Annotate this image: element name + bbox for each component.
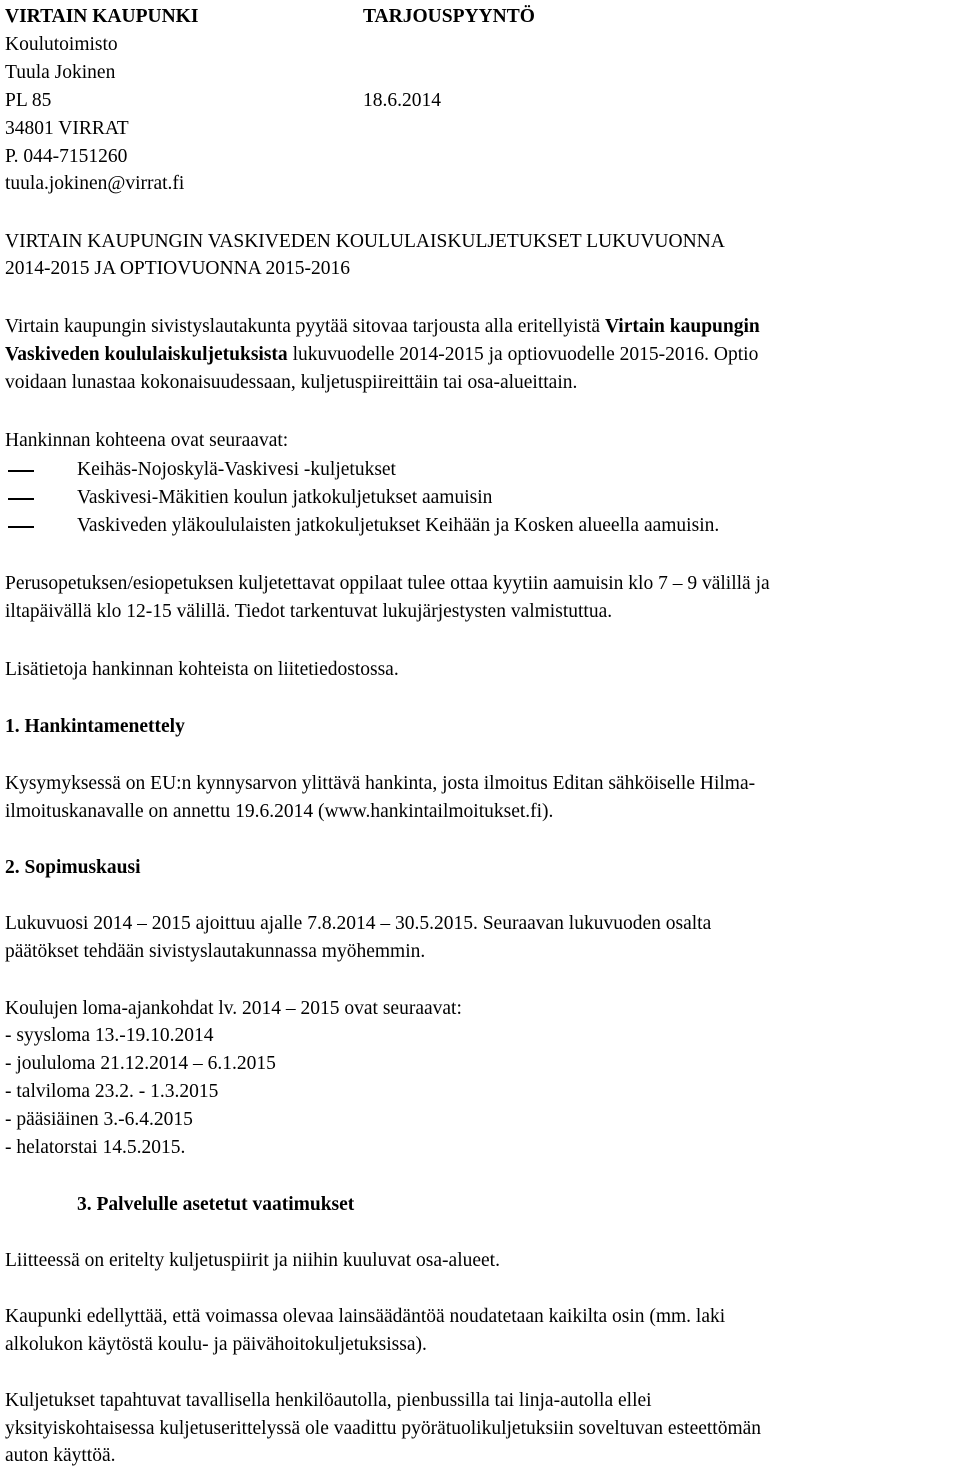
intro-emphasis: Virtain kaupungin	[604, 316, 760, 337]
list-item: - talviloma 23.2. - 1.3.2015	[5, 1081, 219, 1102]
document-date: 18.6.2014	[363, 90, 441, 111]
section-3-para-3-line-3: auton käyttöä.	[5, 1445, 116, 1466]
email-address[interactable]: tuula.jokinen@virrat.fi	[5, 173, 185, 194]
section-2-heading: 2. Sopimuskausi	[5, 857, 141, 878]
holidays-lead: Koulujen loma-ajankohdat lv. 2014 – 2015 ovat seuraavat:	[5, 998, 462, 1019]
list-item: - syysloma 13.-19.10.2014	[5, 1025, 214, 1046]
postal-address: 34801 VIRRAT	[5, 118, 129, 139]
contact-person: Tuula Jokinen	[5, 62, 116, 83]
org-name: VIRTAIN KAUPUNKI	[5, 6, 199, 27]
section-3-heading: 3. Palvelulle asetetut vaatimukset	[77, 1194, 355, 1215]
document-type: TARJOUSPYYNTÖ	[363, 6, 535, 27]
po-box: PL 85	[5, 90, 52, 111]
intro-line-3: voidaan lunastaa kokonaisuudessaan, kuljetuspiireittäin tai osa-alueittain.	[5, 372, 578, 393]
intro-emphasis-2: Vaskiveden koululaiskuljetuksista	[5, 344, 288, 365]
list-item: Vaskivesi-Mäkitien koulun jatkokuljetukset aamuisin	[77, 487, 493, 508]
intro-line-1	[5, 313, 760, 341]
intro-text: Virtain kaupungin sivistyslautakunta pyytää sitovaa tarjousta alla eritellyistä	[5, 316, 605, 337]
more-info: Lisätietoja hankinnan kohteista on liitetiedostossa.	[5, 659, 399, 680]
dash-bullet-icon	[8, 498, 34, 500]
page-title-line-2: 2014-2015 JA OPTIOVUONNA 2015-2016	[5, 258, 351, 279]
list-item: Vaskiveden yläkoululaisten jatkokuljetukset Keihään ja Kosken alueella aamuisin.	[77, 515, 720, 536]
section-1-line-1: Kysymyksessä on EU:n kynnysarvon ylittävä hankinta, josta ilmoitus Editan sähköiselle Hilma-	[5, 773, 756, 794]
section-3-para-3-line-1: Kuljetukset tapahtuvat tavallisella henkilöautolla, pienbussilla tai linja-autolla ellei	[5, 1390, 652, 1411]
pupils-line-2: iltapäivällä klo 12-15 välillä. Tiedot tarkentuvat lukujärjestysten valmistuttua.	[5, 601, 613, 622]
pupils-line-1: Perusopetuksen/esiopetuksen kuljetettavat oppilaat tulee ottaa kyytiin aamuisin klo 7 – 9 välillä ja	[5, 573, 770, 594]
intro-text-2: lukuvuodelle 2014-2015 ja optiovuodelle 2015-2016. Optio	[287, 344, 759, 365]
section-2-line-2: päätökset tehdään sivistyslautakunnassa myöhemmin.	[5, 941, 426, 962]
list-item: Keihäs-Nojoskylä-Vaskivesi -kuljetukset	[77, 459, 396, 480]
list-item: - helatorstai 14.5.2015.	[5, 1137, 186, 1158]
phone-number: P. 044-7151260	[5, 146, 128, 167]
section-3-para-2-line-1: Kaupunki edellyttää, että voimassa olevaa lainsäädäntöä noudatetaan kaikilta osin (mm. laki	[5, 1306, 726, 1327]
section-1-line-2: ilmoituskanavalle on annettu 19.6.2014 (www.hankintailmoitukset.fi).	[5, 801, 554, 822]
section-3-para-2-line-2: alkolukon käytöstä koulu- ja päivähoitokuljetuksissa).	[5, 1334, 427, 1355]
scope-lead: Hankinnan kohteena ovat seuraavat:	[5, 430, 289, 451]
dash-bullet-icon	[8, 526, 34, 528]
page-title-line-1: VIRTAIN KAUPUNGIN VASKIVEDEN KOULULAISKULJETUKSET LUKUVUONNA	[5, 231, 725, 252]
list-item: - pääsiäinen 3.-6.4.2015	[5, 1109, 193, 1130]
section-3-para-3-line-2: yksityiskohtaisessa kuljetuserittelyssä ole vaadittu pyörätuolikuljetuksiin soveltuvan esteettömän	[5, 1418, 762, 1439]
section-2-line-1: Lukuvuosi 2014 – 2015 ajoittuu ajalle 7.8.2014 – 30.5.2015. Seuraavan lukuvuoden osalta	[5, 913, 712, 934]
intro-line-2	[5, 341, 758, 369]
dash-bullet-icon	[8, 470, 34, 472]
list-item: - joululoma 21.12.2014 – 6.1.2015	[5, 1053, 276, 1074]
department: Koulutoimisto	[5, 34, 118, 55]
section-3-para-1: Liitteessä on eritelty kuljetuspiirit ja niihin kuuluvat osa-alueet.	[5, 1250, 500, 1271]
section-1-heading: 1. Hankintamenettely	[5, 716, 185, 737]
